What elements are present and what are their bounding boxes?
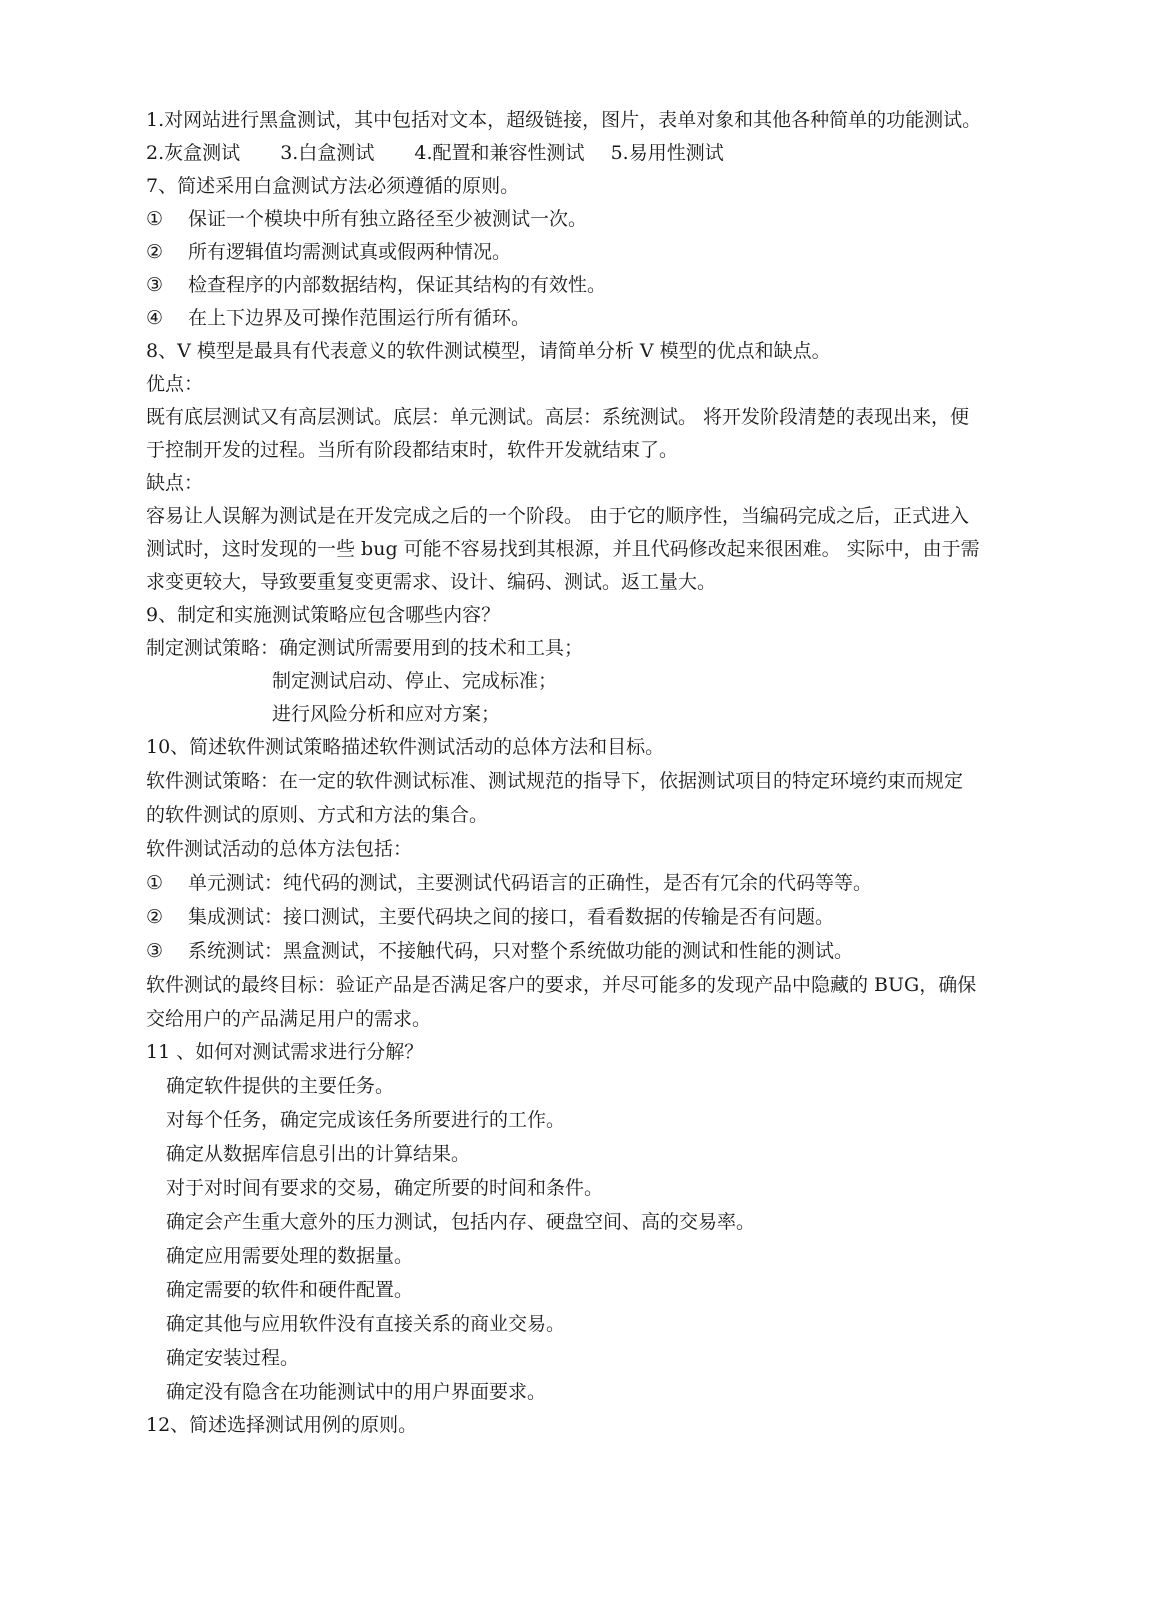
list-item bbox=[146, 269, 1064, 302]
paragraph-line: 测试时，这时发现的一些 bug 可能不容易找到其根源，并且代码修改起来很困难。 实际中，由于需 bbox=[146, 538, 980, 560]
test-types-line bbox=[146, 137, 1064, 170]
list-item: 确定应用需要处理的数据量。 bbox=[166, 1245, 414, 1267]
advantages-label: 优点： bbox=[146, 373, 204, 395]
list-item: 确定从数据库信息引出的计算结果。 bbox=[166, 1143, 471, 1165]
list-item: 确定需要的软件和硬件配置。 bbox=[166, 1279, 414, 1301]
list-number: ② bbox=[146, 241, 164, 263]
disadvantages-label: 缺点： bbox=[146, 472, 204, 494]
test-type: 2.灰盒测试 bbox=[146, 142, 241, 164]
list-text: 保证一个模块中所有独立路径至少被测试一次。 bbox=[188, 208, 588, 230]
test-type: 3.白盒测试 bbox=[280, 142, 375, 164]
paragraph-line: 于控制开发的过程。当所有阶段都结束时，软件开发就结束了。 bbox=[146, 439, 679, 461]
strategy-line: 制定测试启动、停止、完成标准； bbox=[272, 670, 558, 692]
strategy-line: 制定测试策略：确定测试所需要用到的技术和工具； bbox=[146, 637, 584, 659]
list-item: 对于对时间有要求的交易，确定所要的时间和条件。 bbox=[166, 1177, 604, 1199]
paragraph-line: 的软件测试的原则、方式和方法的集合。 bbox=[146, 804, 489, 826]
list-number: ② bbox=[146, 906, 164, 928]
list-item: 确定安装过程。 bbox=[166, 1347, 300, 1369]
list-item: 确定会产生重大意外的压力测试，包括内存、硬盘空间、高的交易率。 bbox=[166, 1211, 756, 1233]
question-8: 8、V 模型是最具有代表意义的软件测试模型，请简单分析 V 模型的优点和缺点。 bbox=[146, 340, 831, 362]
question-7: 7、简述采用白盒测试方法必须遵循的原则。 bbox=[146, 175, 520, 197]
document-page bbox=[146, 104, 1064, 1442]
question-10: 10、简述软件测试策略描述软件测试活动的总体方法和目标。 bbox=[146, 736, 665, 758]
paragraph-line: 软件测试策略：在一定的软件测试标准、测试规范的指导下，依据测试项目的特定环境约束而规定 bbox=[146, 770, 964, 792]
list-text: 在上下边界及可操作范围运行所有循环。 bbox=[188, 307, 531, 329]
list-text: 所有逻辑值均需测试真或假两种情况。 bbox=[188, 241, 512, 263]
paragraph-line: 软件测试的最终目标：验证产品是否满足客户的要求，并尽可能多的发现产品中隐藏的 BUG，确保 bbox=[146, 974, 977, 996]
paragraph-line: 1.对网站进行黑盒测试，其中包括对文本，超级链接，图片，表单对象和其他各种简单的功能测试。 bbox=[146, 109, 982, 131]
list-item bbox=[146, 302, 1064, 335]
paragraph-line: 容易让人误解为测试是在开发完成之后的一个阶段。 由于它的顺序性，当编码完成之后，正式进入 bbox=[146, 505, 970, 527]
list-item: 确定没有隐含在功能测试中的用户界面要求。 bbox=[166, 1381, 547, 1403]
list-number: ① bbox=[146, 208, 164, 230]
list-number: ④ bbox=[146, 307, 164, 329]
list-number: ① bbox=[146, 872, 164, 894]
list-item: 对每个任务，确定完成该任务所要进行的工作。 bbox=[166, 1109, 566, 1131]
question-9: 9、制定和实施测试策略应包含哪些内容？ bbox=[146, 604, 501, 626]
list-text: 单元测试：纯代码的测试，主要测试代码语言的正确性，是否有冗余的代码等等。 bbox=[188, 872, 873, 894]
paragraph-line: 既有底层测试又有高层测试。底层：单元测试。高层：系统测试。 将开发阶段清楚的表现出来，便 bbox=[146, 406, 970, 428]
question-11: 11 、如何对测试需求进行分解？ bbox=[146, 1041, 424, 1063]
list-item bbox=[146, 866, 1064, 900]
test-type: 5.易用性测试 bbox=[610, 142, 724, 164]
strategy-line: 进行风险分析和应对方案； bbox=[272, 703, 501, 725]
list-item bbox=[146, 236, 1064, 269]
paragraph-line: 交给用户的产品满足用户的需求。 bbox=[146, 1008, 432, 1030]
list-item bbox=[146, 203, 1064, 236]
paragraph-line: 求变更较大，导致要重复变更需求、设计、编码、测试。返工量大。 bbox=[146, 571, 717, 593]
test-type: 4.配置和兼容性测试 bbox=[414, 142, 585, 164]
list-item: 确定其他与应用软件没有直接关系的商业交易。 bbox=[166, 1313, 566, 1335]
methods-label: 软件测试活动的总体方法包括： bbox=[146, 838, 413, 860]
list-item bbox=[146, 934, 1064, 968]
list-text: 检查程序的内部数据结构，保证其结构的有效性。 bbox=[188, 274, 607, 296]
list-number: ③ bbox=[146, 940, 164, 962]
list-item bbox=[146, 900, 1064, 934]
list-item: 确定软件提供的主要任务。 bbox=[166, 1075, 395, 1097]
list-text: 集成测试：接口测试，主要代码块之间的接口，看看数据的传输是否有问题。 bbox=[188, 906, 835, 928]
list-text: 系统测试：黑盒测试，不接触代码，只对整个系统做功能的测试和性能的测试。 bbox=[188, 940, 854, 962]
question-12: 12、简述选择测试用例的原则。 bbox=[146, 1414, 418, 1436]
list-number: ③ bbox=[146, 274, 164, 296]
